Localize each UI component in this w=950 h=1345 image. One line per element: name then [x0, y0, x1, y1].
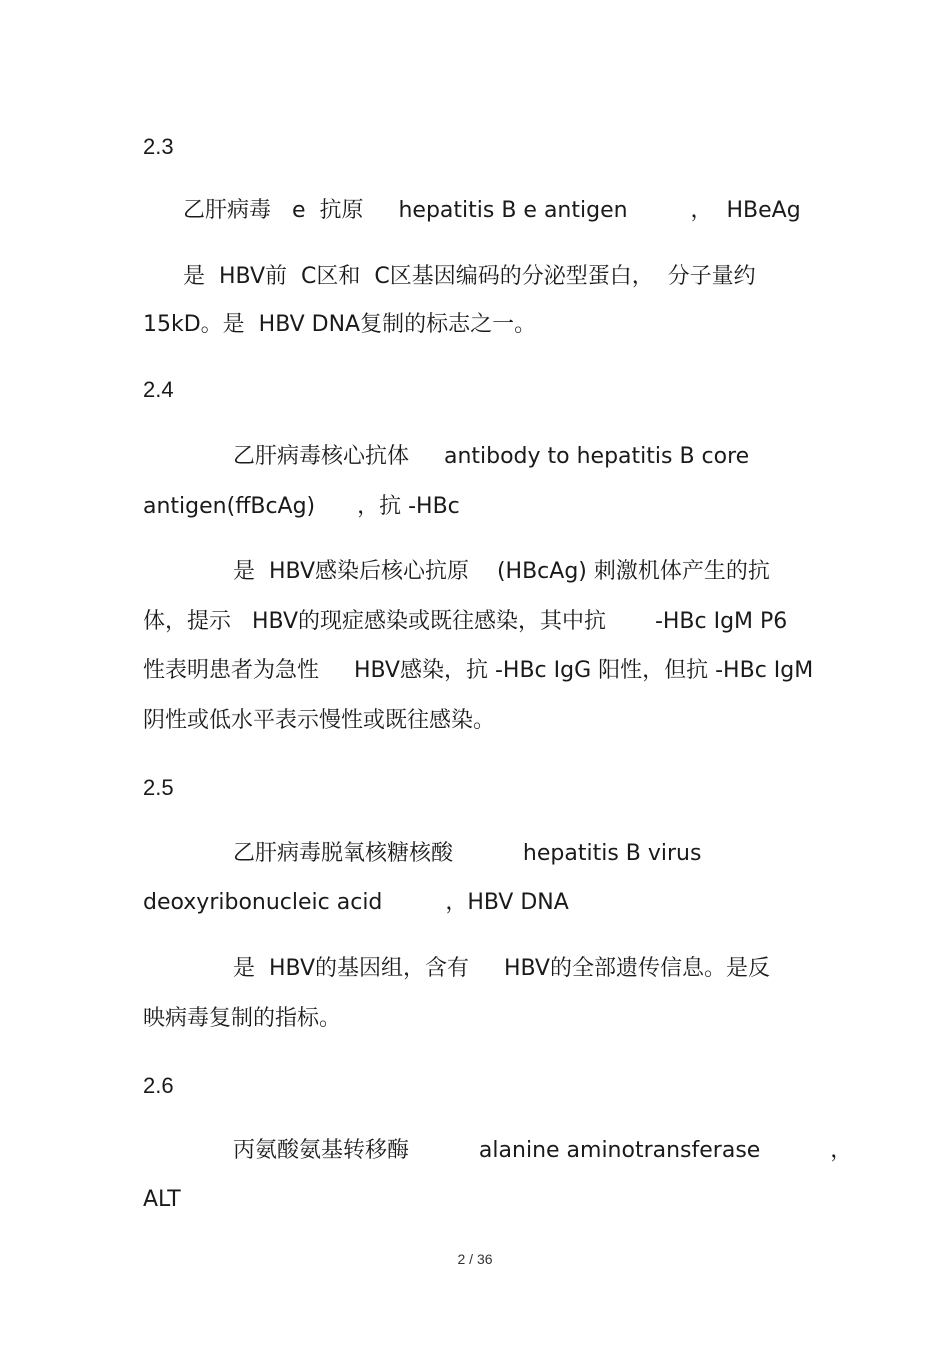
body-line: 性表明患者为急性 HBV感染，抗 -HBc IgG 阳性，但抗 -HBc IgM: [143, 658, 814, 683]
term-line: 乙肝病毒核心抗体 antibody to hepatitis B core: [233, 444, 750, 469]
term-line: ALT: [143, 1187, 181, 1212]
body-line: 体，提示 HBV的现症感染或既往感染，其中抗 -HBc IgM P6: [143, 609, 788, 634]
page-indicator: 2 / 36: [457, 1251, 493, 1267]
body-line: 阴性或低水平表示慢性或既往感染。: [143, 708, 496, 733]
section-number: 2.6: [143, 1073, 174, 1098]
body-line: 是 HBV前 C区和 C区基因编码的分泌型蛋白， 分子量约: [183, 264, 756, 289]
body-line: 映病毒复制的指标。: [143, 1006, 342, 1031]
term-line: antigen(ffBcAg) ，抗 -HBc: [143, 494, 460, 519]
section-number: 2.4: [143, 377, 174, 402]
term-line: 丙氨酸氨基转移酶 alanine aminotransferase ，: [233, 1138, 853, 1163]
section-number: 2.3: [143, 134, 174, 159]
body-line: 是 HBV感染后核心抗原 (HBcAg) 刺激机体产生的抗: [233, 559, 770, 584]
term-line: 乙肝病毒 e 抗原 hepatitis B e antigen ， HBeAg: [183, 198, 801, 223]
term-line: 乙肝病毒脱氧核糖核酸 hepatitis B virus: [233, 841, 702, 866]
body-line: 是 HBV的基因组，含有 HBV的全部遗传信息。是反: [233, 956, 770, 981]
section-number: 2.5: [143, 775, 174, 800]
term-line: deoxyribonucleic acid ，HBV DNA: [143, 890, 569, 915]
body-line: 15kD。是 HBV DNA复制的标志之一。: [143, 312, 537, 337]
